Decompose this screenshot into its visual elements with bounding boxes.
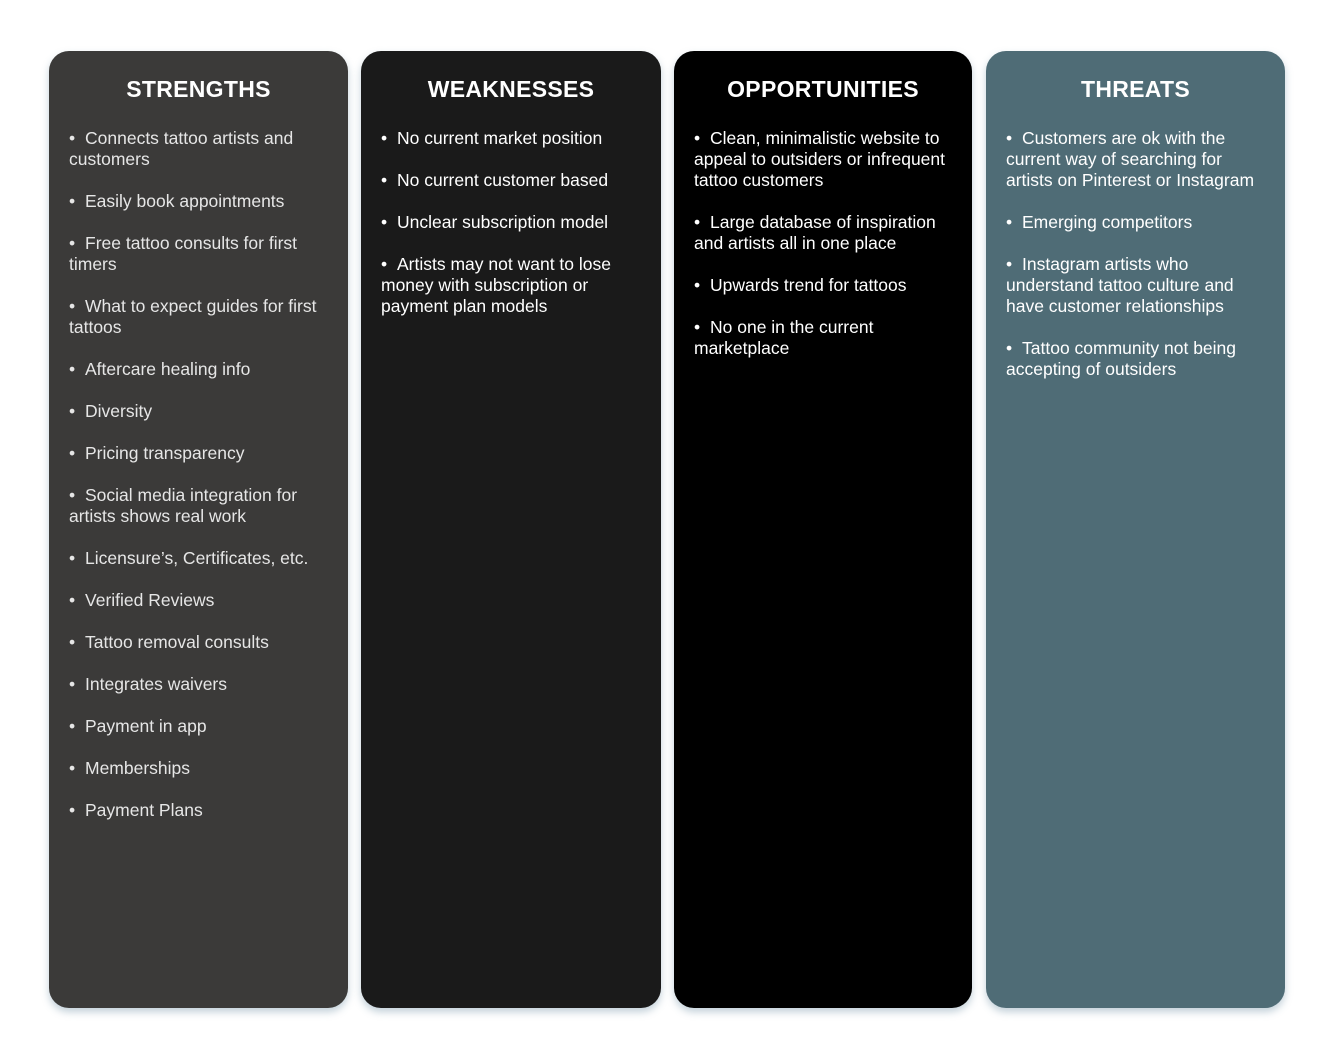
- weaknesses-item: [381, 212, 641, 233]
- opportunities-item-text: No one in the current marketplace: [694, 317, 874, 358]
- strengths-item-text: Integrates waivers: [85, 674, 228, 694]
- strengths-item: [69, 590, 328, 611]
- bullet-icon: •: [69, 233, 76, 253]
- threats-column: [986, 51, 1285, 1008]
- strengths-item-text: What to expect guides for first tattoos: [69, 296, 317, 337]
- strengths-title: STRENGTHS: [126, 76, 271, 102]
- bullet-icon: •: [694, 275, 701, 295]
- strengths-item: [69, 716, 328, 737]
- strengths-item-text: Diversity: [85, 401, 153, 421]
- strengths-item-text: Payment Plans: [85, 800, 203, 820]
- strengths-item-text: Social media integration for artists shows real work: [69, 485, 298, 526]
- strengths-item-text: Easily book appointments: [85, 191, 285, 211]
- bullet-icon: •: [69, 128, 76, 148]
- threats-item-text: Instagram artists who understand tattoo culture and have customer relationships: [1006, 254, 1234, 316]
- weaknesses-list: [381, 128, 641, 317]
- weaknesses-item-text: Unclear subscription model: [397, 212, 609, 232]
- strengths-item-text: Tattoo removal consults: [85, 632, 269, 652]
- bullet-icon: •: [381, 170, 388, 190]
- bullet-icon: •: [69, 758, 76, 778]
- strengths-item: [69, 758, 328, 779]
- opportunities-item: [694, 275, 952, 296]
- threats-item: [1006, 128, 1265, 191]
- threats-item-text: Tattoo community not being accepting of outsiders: [1006, 338, 1237, 379]
- threats-list: [1006, 128, 1265, 380]
- strengths-item: [69, 191, 328, 212]
- threats-item-text: Customers are ok with the current way of searching for artists on Pinterest or Instagram: [1006, 128, 1255, 190]
- weaknesses-item-text: No current market position: [397, 128, 603, 148]
- bullet-icon: •: [69, 296, 76, 316]
- strengths-item: [69, 233, 328, 275]
- bullet-icon: •: [69, 191, 76, 211]
- bullet-icon: •: [69, 548, 76, 568]
- opportunities-column: [674, 51, 972, 1008]
- strengths-item: [69, 800, 328, 821]
- bullet-icon: •: [69, 674, 76, 694]
- bullet-icon: •: [69, 590, 76, 610]
- weaknesses-item: [381, 170, 641, 191]
- bullet-icon: •: [69, 359, 76, 379]
- weaknesses-item: [381, 128, 641, 149]
- strengths-item-text: Pricing transparency: [85, 443, 245, 463]
- strengths-item: [69, 128, 328, 170]
- bullet-icon: •: [1006, 338, 1013, 358]
- strengths-item-text: Connects tattoo artists and customers: [69, 128, 294, 169]
- strengths-item: [69, 632, 328, 653]
- bullet-icon: •: [1006, 212, 1013, 232]
- strengths-item-text: Payment in app: [85, 716, 207, 736]
- strengths-item-text: Free tattoo consults for first timers: [69, 233, 298, 274]
- bullet-icon: •: [69, 632, 76, 652]
- bullet-icon: •: [1006, 254, 1013, 274]
- threats-item: [1006, 338, 1265, 380]
- opportunities-title: OPPORTUNITIES: [727, 76, 919, 102]
- opportunities-item: [694, 317, 952, 359]
- opportunities-item: [694, 212, 952, 254]
- opportunities-item-text: Upwards trend for tattoos: [710, 275, 907, 295]
- opportunities-item-text: Large database of inspiration and artists all in one place: [694, 212, 936, 253]
- weaknesses-item-text: No current customer based: [397, 170, 609, 190]
- strengths-item: [69, 296, 328, 338]
- bullet-icon: •: [1006, 128, 1013, 148]
- bullet-icon: •: [69, 485, 76, 505]
- bullet-icon: •: [69, 800, 76, 820]
- strengths-item: [69, 674, 328, 695]
- bullet-icon: •: [694, 128, 701, 148]
- strengths-item-text: Verified Reviews: [85, 590, 215, 610]
- strengths-item: [69, 359, 328, 380]
- strengths-item: [69, 485, 328, 527]
- bullet-icon: •: [381, 128, 388, 148]
- strengths-column: [49, 51, 348, 1008]
- bullet-icon: •: [381, 212, 388, 232]
- strengths-list: [69, 128, 328, 821]
- strengths-item-text: Aftercare healing info: [85, 359, 251, 379]
- threats-item: [1006, 254, 1265, 317]
- strengths-item: [69, 401, 328, 422]
- strengths-item: [69, 548, 328, 569]
- strengths-item: [69, 443, 328, 464]
- weaknesses-item-text: Artists may not want to lose money with subscription or payment plan models: [381, 254, 611, 316]
- threats-item: [1006, 212, 1265, 233]
- opportunities-item: [694, 128, 952, 191]
- swot-diagram: [49, 51, 1285, 1008]
- strengths-item-text: Licensure’s, Certificates, etc.: [85, 548, 309, 568]
- bullet-icon: •: [694, 212, 701, 232]
- weaknesses-item: [381, 254, 641, 317]
- bullet-icon: •: [69, 401, 76, 421]
- opportunities-item-text: Clean, minimalistic website to appeal to outsiders or infrequent tattoo customers: [694, 128, 945, 190]
- bullet-icon: •: [69, 716, 76, 736]
- threats-item-text: Emerging competitors: [1022, 212, 1193, 232]
- threats-title: THREATS: [1080, 76, 1190, 102]
- weaknesses-column: [361, 51, 661, 1008]
- bullet-icon: •: [381, 254, 388, 274]
- bullet-icon: •: [69, 443, 76, 463]
- strengths-item-text: Memberships: [85, 758, 191, 778]
- weaknesses-title: WEAKNESSES: [427, 76, 595, 102]
- bullet-icon: •: [694, 317, 701, 337]
- opportunities-list: [694, 128, 952, 359]
